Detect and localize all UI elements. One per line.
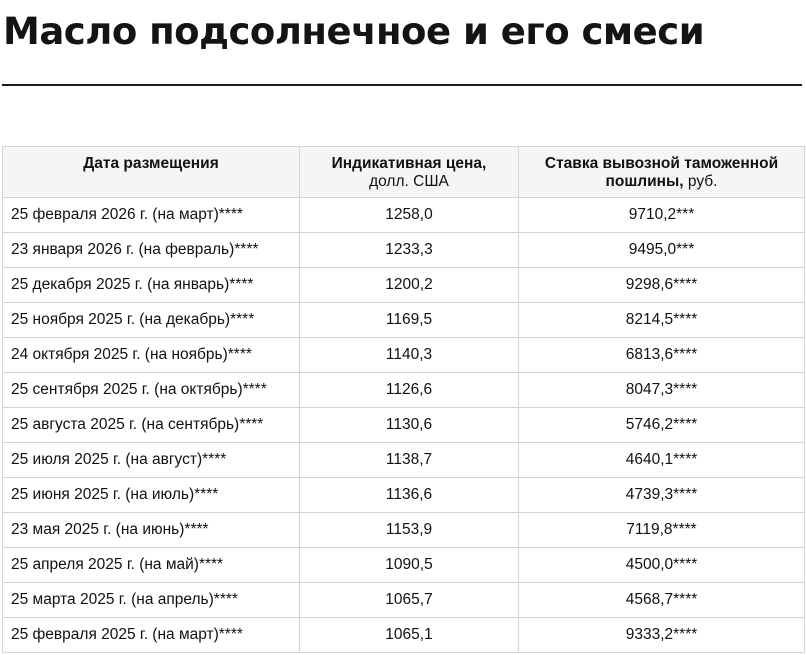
table-row <box>3 268 805 303</box>
table-row <box>3 583 805 618</box>
title-divider <box>2 84 802 86</box>
row-duty-cell: 4568,7**** <box>519 583 805 618</box>
row-price-cell: 1169,5 <box>300 303 519 338</box>
row-date-cell: 25 сентября 2025 г. (на октябрь)**** <box>3 373 300 408</box>
header-price-unit: долл. США <box>369 173 449 190</box>
row-duty-cell: 4739,3**** <box>519 478 805 513</box>
header-price <box>300 147 519 198</box>
duty-table <box>2 146 805 653</box>
row-date-cell: 25 августа 2025 г. (на сентябрь)**** <box>3 408 300 443</box>
table-row <box>3 373 805 408</box>
row-price-cell: 1258,0 <box>300 198 519 233</box>
row-date-cell: 25 июня 2025 г. (на июль)**** <box>3 478 300 513</box>
row-date-cell: 24 октября 2025 г. (на ноябрь)**** <box>3 338 300 373</box>
row-duty-cell: 8214,5**** <box>519 303 805 338</box>
row-date-cell: 25 июля 2025 г. (на август)**** <box>3 443 300 478</box>
table-row <box>3 338 805 373</box>
row-price-cell: 1153,9 <box>300 513 519 548</box>
table-row <box>3 233 805 268</box>
table-body <box>3 198 805 653</box>
header-duty-label: Ставка вывозной таможенной пошлины, <box>544 155 779 190</box>
table-row <box>3 408 805 443</box>
header-date <box>3 147 300 198</box>
row-duty-cell: 9710,2*** <box>519 198 805 233</box>
row-price-cell: 1090,5 <box>300 548 519 583</box>
row-date-cell: 23 января 2026 г. (на февраль)**** <box>3 233 300 268</box>
row-date-cell: 25 апреля 2025 г. (на май)**** <box>3 548 300 583</box>
table-row <box>3 198 805 233</box>
row-date-cell: 25 ноября 2025 г. (на декабрь)**** <box>3 303 300 338</box>
table-row <box>3 303 805 338</box>
row-price-cell: 1233,3 <box>300 233 519 268</box>
page-title: Масло подсолнечное и его смеси <box>3 10 705 53</box>
row-duty-cell: 6813,6**** <box>519 338 805 373</box>
row-price-cell: 1130,6 <box>300 408 519 443</box>
table-header-row <box>3 147 805 198</box>
header-date-label: Дата размещения <box>83 155 219 172</box>
row-date-cell: 25 февраля 2026 г. (на март)**** <box>3 198 300 233</box>
header-price-label: Индикативная цена, <box>331 155 487 172</box>
duty-table-container <box>2 146 804 653</box>
row-duty-cell: 8047,3**** <box>519 373 805 408</box>
row-duty-cell: 9333,2**** <box>519 618 805 653</box>
table-row <box>3 618 805 653</box>
row-duty-cell: 7119,8**** <box>519 513 805 548</box>
table-row <box>3 513 805 548</box>
row-duty-cell: 9495,0*** <box>519 233 805 268</box>
row-date-cell: 23 мая 2025 г. (на июнь)**** <box>3 513 300 548</box>
table-row <box>3 478 805 513</box>
row-date-cell: 25 декабря 2025 г. (на январь)**** <box>3 268 300 303</box>
row-price-cell: 1140,3 <box>300 338 519 373</box>
row-price-cell: 1065,7 <box>300 583 519 618</box>
row-price-cell: 1200,2 <box>300 268 519 303</box>
row-date-cell: 25 марта 2025 г. (на апрель)**** <box>3 583 300 618</box>
row-price-cell: 1138,7 <box>300 443 519 478</box>
row-duty-cell: 5746,2**** <box>519 408 805 443</box>
header-duty <box>519 147 805 198</box>
row-date-cell: 25 февраля 2025 г. (на март)**** <box>3 618 300 653</box>
table-row <box>3 443 805 478</box>
row-duty-cell: 4640,1**** <box>519 443 805 478</box>
row-duty-cell: 4500,0**** <box>519 548 805 583</box>
row-price-cell: 1065,1 <box>300 618 519 653</box>
table-row <box>3 548 805 583</box>
row-duty-cell: 9298,6**** <box>519 268 805 303</box>
row-price-cell: 1126,6 <box>300 373 519 408</box>
header-duty-unit: руб. <box>683 173 718 190</box>
row-price-cell: 1136,6 <box>300 478 519 513</box>
